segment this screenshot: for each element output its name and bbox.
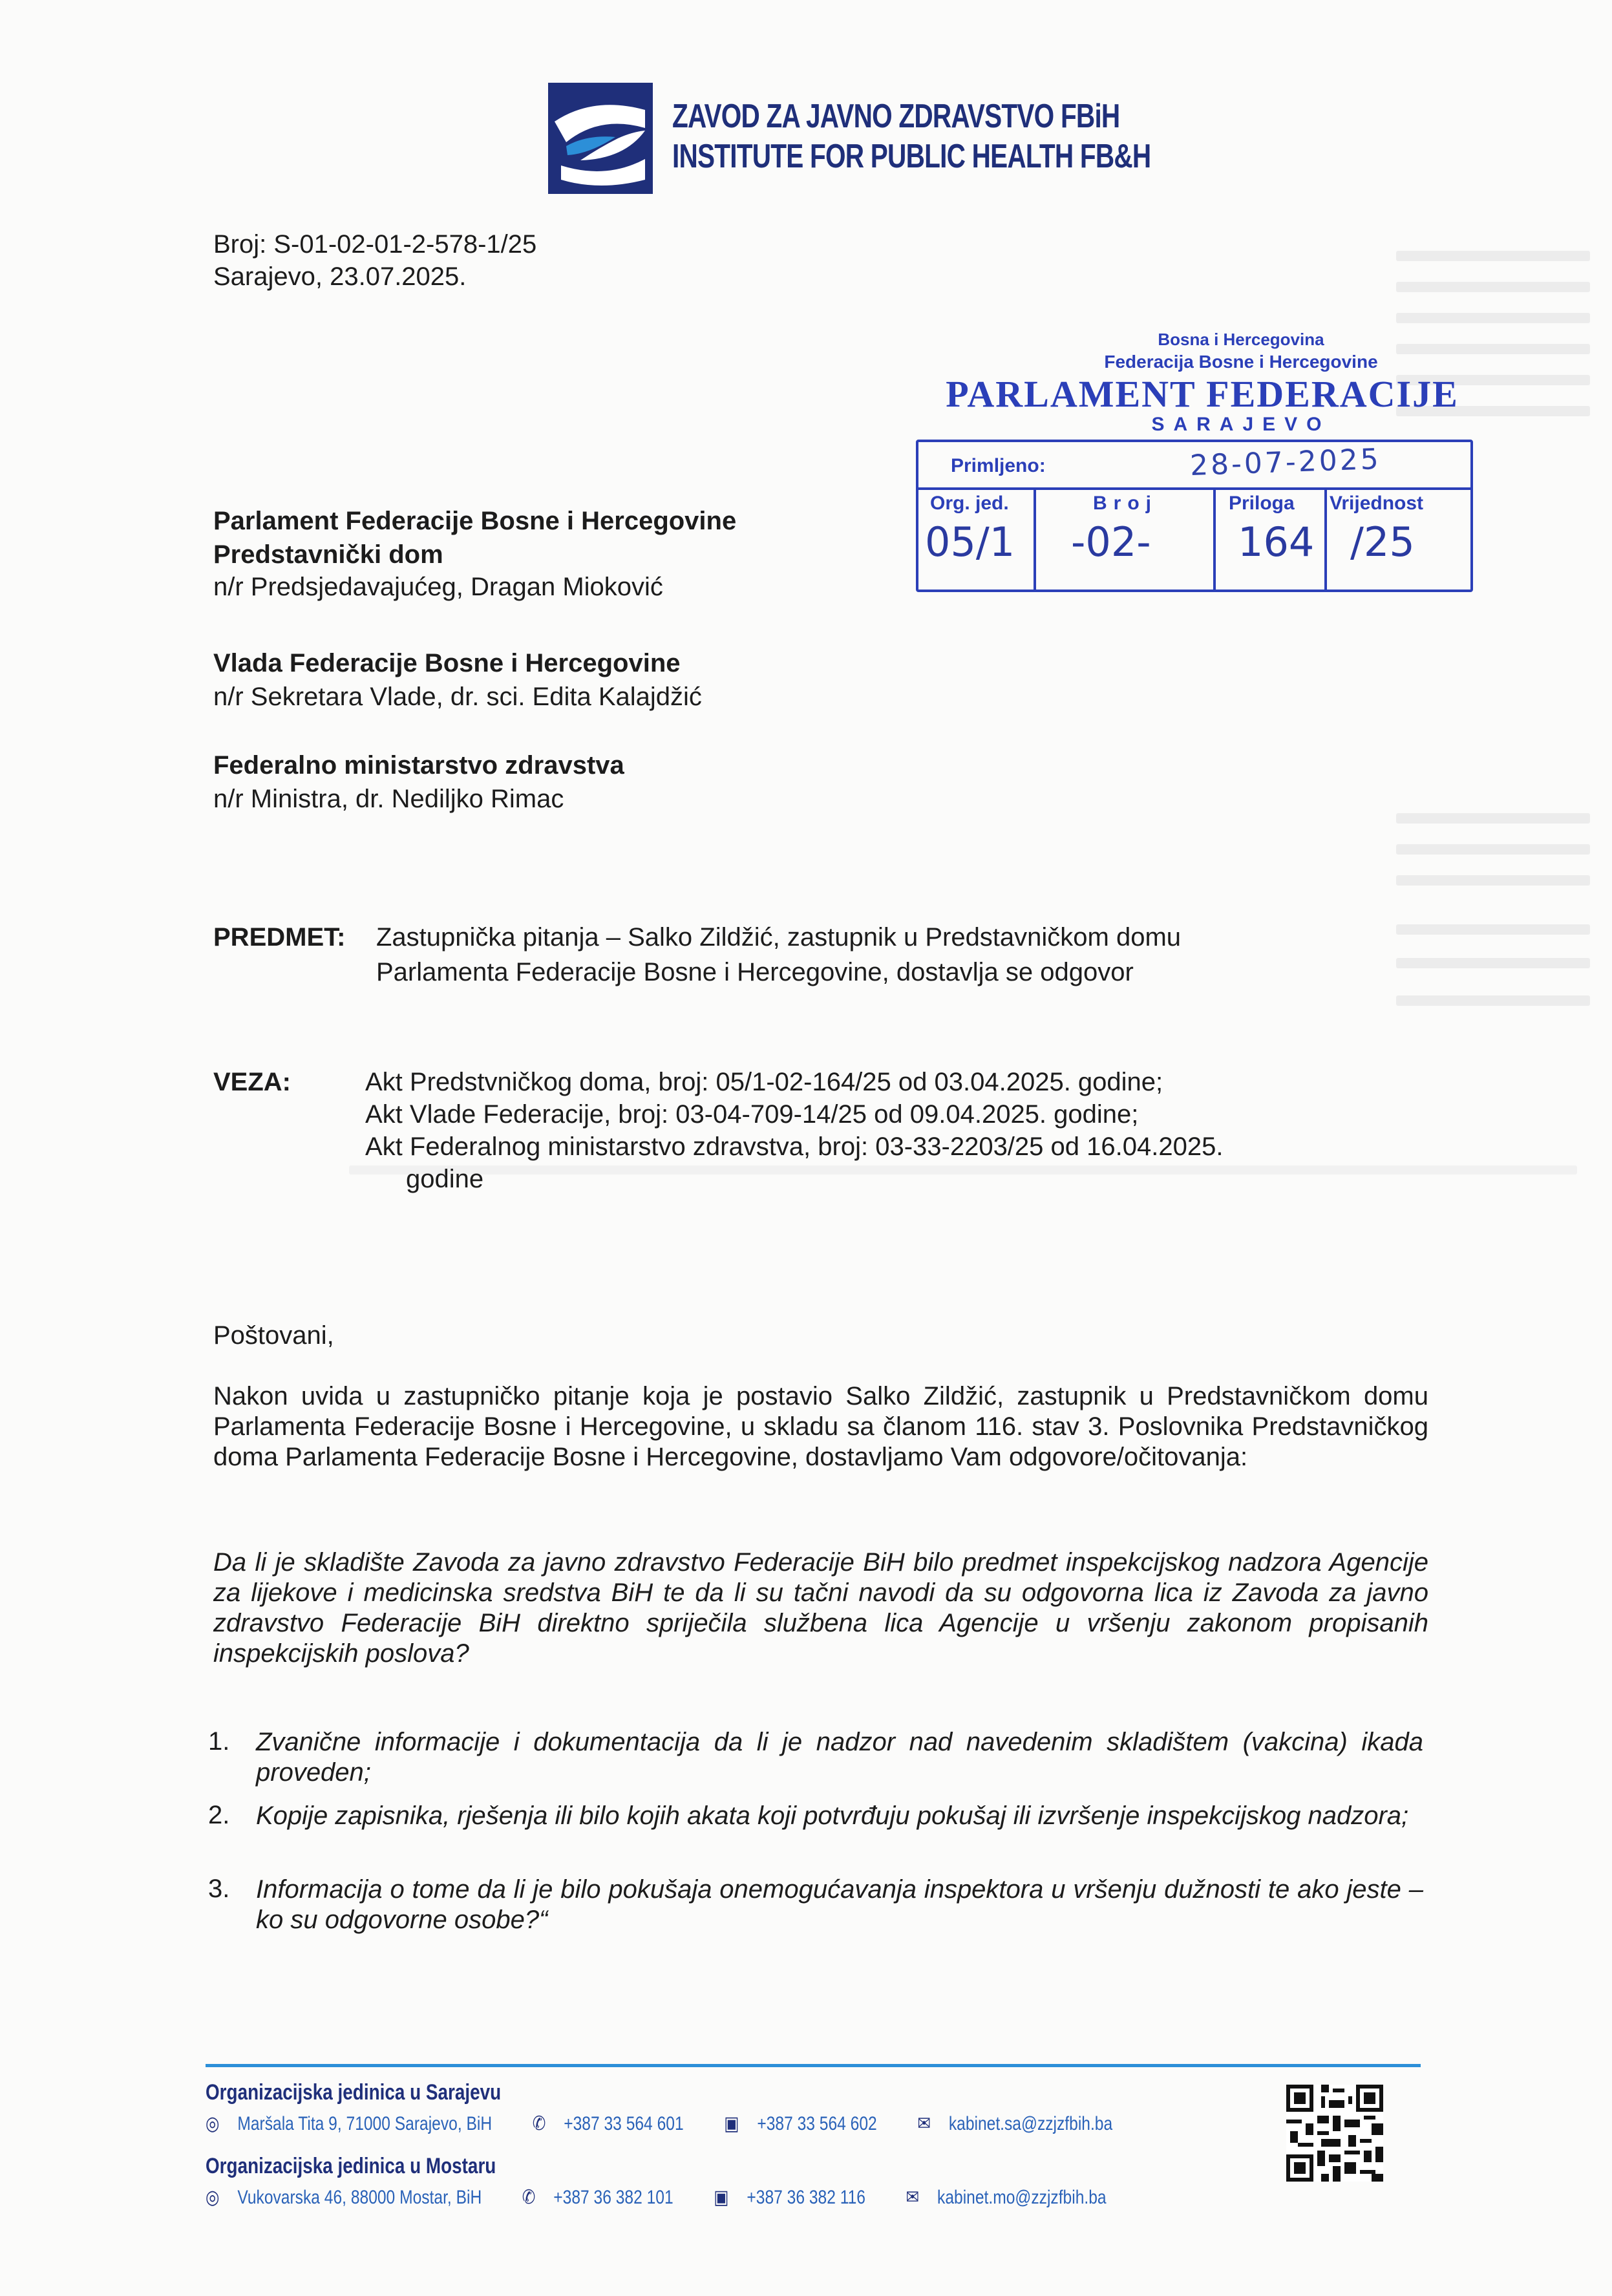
- fax-icon: ▣: [714, 2187, 729, 2208]
- stamp-value-org-unit: 05/1: [925, 518, 1015, 566]
- subject-line-2: Parlamenta Federacije Bosne i Hercegovine, dostavlja se odgovor: [376, 958, 1134, 986]
- institute-logo-icon: [548, 83, 653, 194]
- mostar-address: Vukovarska 46, 88000 Mostar, BiH: [237, 2187, 482, 2208]
- email-icon: ✉: [906, 2187, 920, 2208]
- footer-mostar-title: Organizacijska jedinica u Mostaru: [206, 2154, 496, 2178]
- intro-paragraph: Nakon uvida u zastupničko pitanje koja je postavio Salko Zildžić, zastupnik u Predstavničkom domu Parlamenta Federacije Bosne i Hercegovine, u skladu sa članom 116. stav 3. Poslovnika Predstavničkog doma Parlamenta Federacije Bosne i Hercegovine, dostavljamo Vam odgovore/očitovanja:: [213, 1382, 1428, 1471]
- received-stamp: [905, 330, 1474, 601]
- list-item-1-number: 1.: [208, 1727, 230, 1756]
- institute-name-local: ZAVOD ZA JAVNO ZDRAVSTVO FBiH: [672, 98, 1120, 135]
- stamp-federation: Federacija Bosne i Hercegovine: [1104, 352, 1378, 372]
- place-and-date: Sarajevo, 23.07.2025.: [213, 262, 467, 291]
- footer-divider: [206, 2064, 1421, 2067]
- stamp-parliament: PARLAMENT FEDERACIJE: [946, 373, 1459, 415]
- link-label: VEZA:: [213, 1068, 291, 1096]
- greeting: Poštovani,: [213, 1321, 334, 1350]
- link-item-3: Akt Federalnog ministarstvo zdravstva, broj: 03-33-2203/25 od 16.04.2025.: [365, 1132, 1224, 1161]
- recipient-1-attention: n/r Predsjedavajućeg, Dragan Mioković: [213, 573, 663, 601]
- footer-sarajevo-contacts: [206, 2112, 1149, 2135]
- link-item-3-continued: godine: [406, 1165, 484, 1193]
- sarajevo-fax: +387 33 564 602: [757, 2113, 877, 2134]
- stamp-received-label: Primljeno:: [951, 455, 1046, 476]
- recipient-3-title: Federalno ministarstvo zdravstva: [213, 751, 624, 780]
- mostar-phone[interactable]: +387 36 382 101: [553, 2187, 673, 2208]
- stamp-col-number: Broj: [1093, 493, 1158, 514]
- stamp-received-date: 28-07-2025: [1189, 442, 1382, 483]
- list-item-1-text: Zvanične informacije i dokumentacija da li je nadzor nad navedenim skladištem (vakcina) ikada proveden;: [256, 1728, 1423, 1787]
- fax-icon: ▣: [724, 2113, 739, 2134]
- recipient-3-attention: n/r Ministra, dr. Nediljko Rimac: [213, 785, 564, 813]
- mostar-email[interactable]: kabinet.mo@zzjzfbih.ba: [937, 2187, 1107, 2208]
- sarajevo-phone[interactable]: +387 33 564 601: [564, 2113, 684, 2134]
- recipient-1-subtitle: Predstavnički dom: [213, 540, 443, 569]
- mostar-fax: +387 36 382 116: [747, 2187, 865, 2208]
- list-item-3-number: 3.: [208, 1875, 230, 1903]
- stamp-city: SARAJEVO: [1151, 414, 1331, 435]
- sarajevo-address: Maršala Tita 9, 71000 Sarajevo, BiH: [237, 2113, 493, 2134]
- location-icon: ◎: [206, 2113, 220, 2134]
- recipient-2-attention: n/r Sekretara Vlade, dr. sci. Edita Kalajdžić: [213, 683, 702, 711]
- recipient-1-title: Parlament Federacije Bosne i Hercegovine: [213, 507, 737, 535]
- link-item-1: Akt Predstvničkog doma, broj: 05/1-02-164/25 od 03.04.2025. godine;: [365, 1068, 1163, 1096]
- reference-number: Broj: S-01-02-01-2-578-1/25: [213, 230, 537, 259]
- sarajevo-email[interactable]: kabinet.sa@zzjzfbih.ba: [948, 2113, 1113, 2134]
- footer-mostar-contacts: [206, 2186, 1142, 2209]
- phone-icon: ✆: [532, 2113, 546, 2134]
- stamp-table: [916, 440, 1473, 592]
- list-item-2-number: 2.: [208, 1801, 230, 1829]
- email-icon: ✉: [917, 2113, 931, 2134]
- location-icon: ◎: [206, 2187, 220, 2208]
- stamp-country: Bosna i Hercegovina: [1158, 330, 1324, 349]
- list-item-2-text: Kopije zapisnika, rješenja ili bilo kojih akata koji potvrđuju pokušaj ili izvršenje inspekcijskog nadzora;: [256, 1802, 1409, 1830]
- qr-code-icon[interactable]: [1286, 2085, 1383, 2182]
- question-paragraph: Da li je skladište Zavoda za javno zdravstvo Federacije BiH bilo predmet inspekcijskog nadzora Agencije za lijekove i medicinska sredstva BiH te da li su tačni navodi da su odgovorna lica iz Zavoda za javno zdravstvo Federacije BiH direktno spriječila službena lica Agencije u vršenju zakonom propisanih inspekcijskih poslova?: [213, 1548, 1428, 1668]
- link-item-2: Akt Vlade Federacije, broj: 03-04-709-14/25 od 09.04.2025. godine;: [365, 1100, 1139, 1129]
- stamp-col-org-unit: Org. jed.: [930, 493, 1009, 514]
- subject-label: PREDMET:: [213, 923, 346, 951]
- stamp-value-attachments: 164: [1238, 518, 1315, 566]
- list-item-3-text: Informacija o tome da li je bilo pokušaja onemogućavanja inspektora u vršenju dužnosti te ako jeste – ko su odgovorne osobe?“: [256, 1875, 1423, 1934]
- stamp-col-value: Vrijednost: [1330, 493, 1424, 514]
- footer-sarajevo-title: Organizacijska jedinica u Sarajevu: [206, 2080, 502, 2105]
- institute-name-english: INSTITUTE FOR PUBLIC HEALTH FB&H: [672, 138, 1151, 175]
- stamp-value-value: /25: [1350, 518, 1415, 566]
- recipient-2-title: Vlada Federacije Bosne i Hercegovine: [213, 649, 681, 677]
- stamp-col-attachments: Priloga: [1229, 493, 1295, 514]
- stamp-value-number: -02-: [1071, 518, 1151, 566]
- subject-line-1: Zastupnička pitanja – Salko Zildžić, zastupnik u Predstavničkom domu: [376, 923, 1182, 951]
- phone-icon: ✆: [522, 2187, 536, 2208]
